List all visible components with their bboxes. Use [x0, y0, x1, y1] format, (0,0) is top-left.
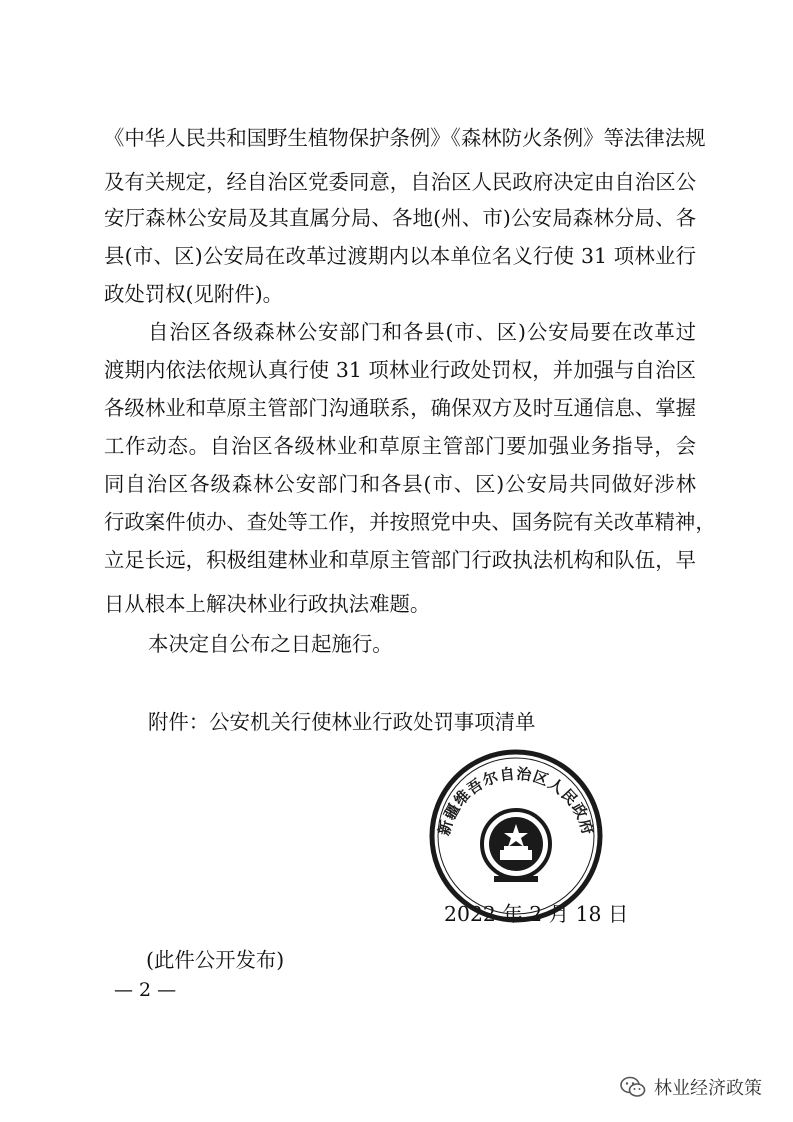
paragraph-line: 渡期内依法依规认真行使 31 项林业行政处罚权，并加强与自治区	[104, 358, 696, 382]
watermark-text: 林业经济政策	[654, 1078, 762, 1099]
publish-note: (此件公开发布)	[146, 948, 285, 972]
watermark	[620, 1072, 762, 1102]
paragraph-line: 县(市、区)公安局在改革过渡期内以本单位名义行使 31 项林业行	[104, 244, 696, 268]
national-emblem-icon	[482, 810, 550, 882]
page-number: — 2 —	[114, 979, 177, 1001]
paragraph-line: 安厅森林公安局及其直属分局、各地(州、市)公安局森林分局、各	[104, 206, 696, 230]
paragraph-line: 《中华人民共和国野生植物保护条例》《森林防火条例》等法律法规	[104, 126, 706, 150]
paragraph-line: 同自治区各级森林公安部门和各县(市、区)公安局共同做好涉林	[104, 472, 696, 496]
effective-date-paragraph: 本决定自公布之日起施行。	[148, 632, 393, 656]
paragraph-line: 及有关规定，经自治区党委同意，自治区人民政府决定由自治区公	[104, 170, 696, 194]
paragraph-line: 工作动态。自治区各级林业和草原主管部门要加强业务指导，会	[104, 434, 696, 458]
paragraph-line: 立足长远，积极组建林业和草原主管部门行政执法机构和队伍，早	[104, 548, 696, 572]
paragraph-line: 自治区各级森林公安部门和各县(市、区)公安局要在改革过	[148, 320, 696, 344]
paragraph-line: 行政案件侦办、查处等工作，并按照党中央、国务院有关改革精神，	[104, 510, 716, 534]
paragraph-line: 日从根本上解决林业行政执法难题。	[104, 592, 431, 616]
paragraph-line: 政处罚权(见附件)。	[104, 282, 284, 306]
paragraph-line: 各级林业和草原主管部门沟通联系，确保双方及时互通信息、掌握	[104, 396, 696, 420]
attachment-line: 附件：公安机关行使林业行政处罚事项清单	[148, 710, 536, 734]
signing-date: 2022 年 2 月 18 日	[444, 902, 629, 926]
government-seal	[428, 748, 604, 924]
seal-text: 新疆维吾尔自治区人民政府	[434, 764, 598, 838]
wechat-icon	[620, 1076, 646, 1098]
